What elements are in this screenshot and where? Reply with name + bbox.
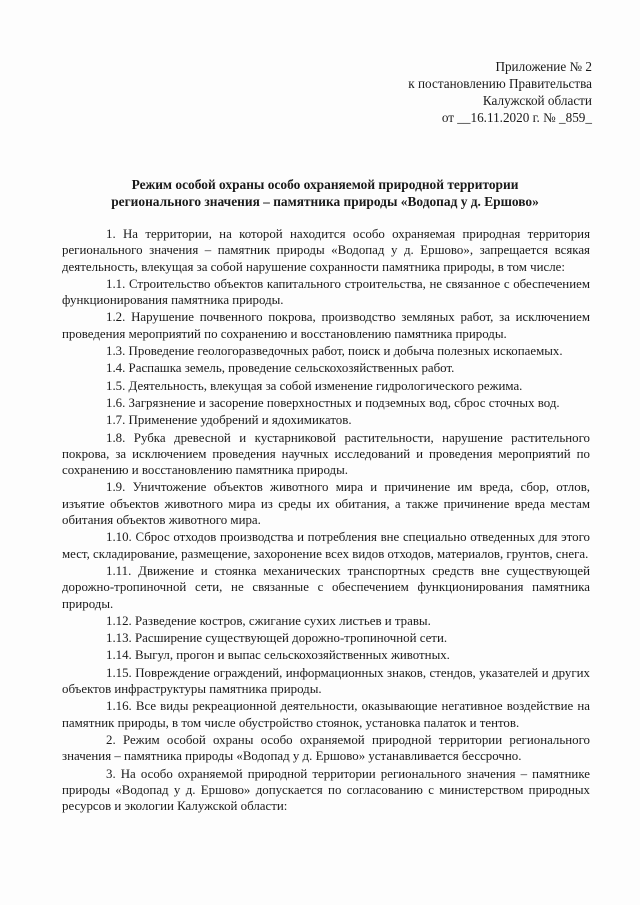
appendix-reference: к постановлению Правительства (408, 76, 592, 91)
paragraph-1-12: 1.12. Разведение костров, сжигание сухих листьев и травы. (106, 613, 431, 628)
paragraph-1-1: 1.1. Строительство объектов капитального строительства, не связанное с обеспечением функционирования памятника природы. (62, 276, 590, 308)
paragraph-1-14: 1.14. Выгул, прогон и выпас сельскохозяйственных животных. (106, 648, 450, 663)
document-title (60, 176, 590, 210)
appendix-header (408, 58, 592, 126)
paragraph-2: 2. Режим особой охраны особо охраняемой природной территории регионального значения – памятника природы «Водопад у д. Ершово» устанавливается бессрочно. (62, 732, 590, 764)
title-line-2: регионального значения – памятника природы «Водопад у д. Ершово» (111, 194, 539, 209)
paragraph-1-6: 1.6. Загрязнение и засорение поверхностных и подземных вод, сброс сточных вод. (106, 395, 560, 410)
paragraph-1-10: 1.10. Сброс отходов производства и потребления вне специально отведенных для этого мест, складирование, размещение, захоронение всех видов отходов, материалов, грунтов, снега. (62, 530, 590, 561)
paragraph-1-4: 1.4. Распашка земель, проведение сельскохозяйственных работ. (106, 361, 455, 376)
paragraph-3: 3. На особо охраняемой природной территории регионального значения – памятнике природы «Водопад у д. Ершово» допускается по согласованию с министерством природных ресурсов и экологии Калужской области: (62, 766, 590, 814)
appendix-region: Калужской области (482, 93, 592, 108)
paragraph-1-9: 1.9. Уничтожение объектов животного мира и причинение им вреда, сбор, отлов, изъятие объектов животного мира из среды их обитания, а также причинение вреда местам обитания объектов животного мира. (62, 480, 590, 528)
title-line-1: Режим особой охраны особо охраняемой природной территории (131, 177, 519, 192)
paragraph-1-15: 1.15. Повреждение ограждений, информационных знаков, стендов, указателей и других объектов инфраструктуры памятника природы. (62, 665, 590, 697)
paragraph-1-5: 1.5. Деятельность, влекущая за собой изменение гидрологического режима. (106, 378, 523, 393)
paragraph-1: 1. На территории, на которой находится особо охраняемая природная территория регионального значения – памятник природы «Водопад у д. Ершово», запрещается всякая деятельность, влекущая за собой нарушение сохранности памятника природы, в том числе: (62, 227, 590, 274)
paragraph-1-8: 1.8. Рубка древесной и кустарниковой растительности, нарушение растительного покрова, за исключением проведения научных исследований и проведения мероприятий по сохранению и восстановлению памятника природы. (62, 430, 590, 478)
appendix-number: Приложение № 2 (495, 59, 592, 74)
paragraph-1-7: 1.7. Применение удобрений и ядохимикатов. (106, 413, 352, 428)
paragraph-1-11: 1.11. Движение и стоянка механических транспортных средств вне существующей дорожно-тропиночной сети, не связанные с обеспечением функционирования памятника природы. (62, 563, 590, 611)
paragraph-1-16: 1.16. Все виды рекреационной деятельности, оказывающие негативное воздействие на памятник природы, в том числе обустройство стоянок, установка палаток и тентов. (62, 699, 590, 730)
appendix-date-number: от __16.11.2020 г. № _859_ (441, 110, 592, 125)
paragraph-1-2: 1.2. Нарушение почвенного покрова, производство земляных работ, за исключением проведения мероприятий по сохранению и восстановлению памятника природы. (62, 310, 590, 341)
paragraph-1-13: 1.13. Расширение существующей дорожно-тропиночной сети. (106, 631, 448, 646)
document-body (62, 226, 590, 815)
paragraph-1-3: 1.3. Проведение геологоразведочных работ, поиск и добыча полезных ископаемых. (106, 344, 563, 359)
